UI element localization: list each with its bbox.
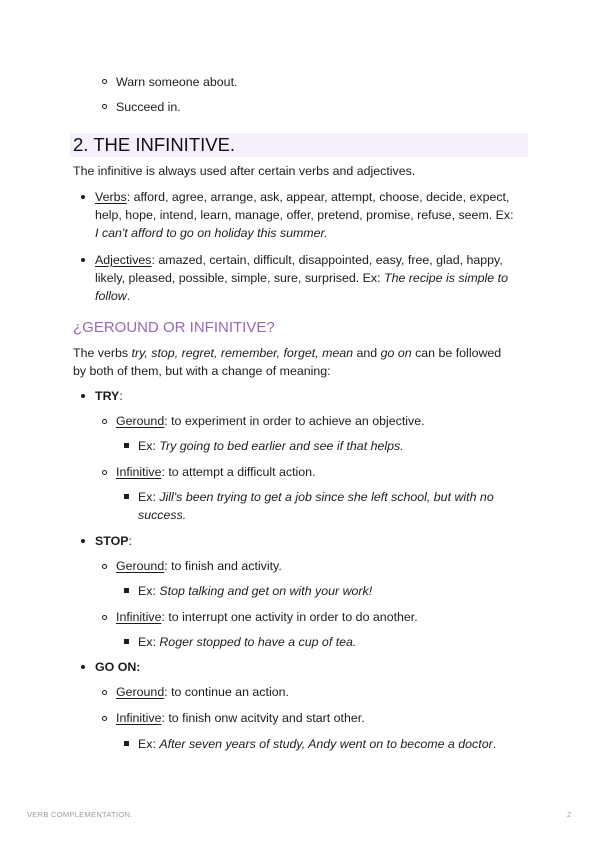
gi-intro-line-2: by both of them, but with a change of meaning: xyxy=(73,364,331,378)
verbs-line-2: help, hope, intend, learn, manage, offer, pretend, promise, refuse, seem. Ex: xyxy=(95,208,514,222)
verbs-label: Verbs xyxy=(95,190,127,204)
stop-gerund-example: Ex: Stop talking and get on with your work! xyxy=(138,584,373,598)
square-bullet-icon xyxy=(124,494,129,499)
adjectives-line-2: likely, pleased, possible, simple, sure, surprised. Ex: The recipe is simple to xyxy=(95,271,508,285)
section-heading: 2. THE INFINITIVE. xyxy=(73,134,236,155)
verbs-line-1: Verbs: afford, agree, arrange, ask, appear, attempt, choose, decide, expect, xyxy=(95,190,510,204)
subsection-heading: ¿GEROUND OR INFINITIVE? xyxy=(73,319,275,336)
adjectives-line-1: Adjectives: amazed, certain, difficult, disappointed, easy, free, glad, happy, xyxy=(95,253,503,267)
circle-bullet-icon xyxy=(102,690,107,695)
go-on-gerund: Geround: to continue an action. xyxy=(116,685,289,699)
intro-paragraph: The infinitive is always used after certain verbs and adjectives. xyxy=(73,164,416,178)
adjectives-line-3: follow. xyxy=(95,289,131,303)
try-infinitive: Infinitive: to attempt a difficult action. xyxy=(116,465,316,479)
disc-bullet-icon xyxy=(81,195,85,199)
disc-bullet-icon xyxy=(81,258,85,262)
circle-bullet-icon xyxy=(102,419,107,424)
try-infinitive-example-1: Ex: Jill's been trying to get a job since she left school, but with no xyxy=(138,490,494,504)
list-item: Warn someone about. xyxy=(116,75,238,89)
circle-bullet-icon xyxy=(102,615,107,620)
square-bullet-icon xyxy=(124,443,129,448)
circle-bullet-icon xyxy=(102,716,107,721)
try-gerund-example: Ex: Try going to bed earlier and see if that helps. xyxy=(138,439,404,453)
footer-title: VERB COMPLEMENTATION. xyxy=(27,810,133,819)
stop-infinitive: Infinitive: to interrupt one activity in order to do another. xyxy=(116,610,418,624)
list-item: Succeed in. xyxy=(116,100,181,114)
square-bullet-icon xyxy=(124,588,129,593)
go-on-infinitive: Infinitive: to finish onw acitvity and start other. xyxy=(116,711,365,725)
try-infinitive-example-2: success. xyxy=(138,508,187,522)
circle-bullet-icon xyxy=(102,564,107,569)
page-number: 2 xyxy=(567,810,572,819)
disc-bullet-icon xyxy=(81,394,85,398)
circle-bullet-icon xyxy=(102,470,107,475)
go-on-item: GO ON: xyxy=(95,660,141,674)
stop-item: STOP: xyxy=(95,534,132,548)
stop-infinitive-example: Ex: Roger stopped to have a cup of tea. xyxy=(138,635,357,649)
circle-bullet-icon xyxy=(102,79,107,84)
disc-bullet-icon xyxy=(81,665,85,669)
try-item: TRY: xyxy=(95,389,123,403)
square-bullet-icon xyxy=(124,741,129,746)
verbs-example: I can't afford to go on holiday this summer. xyxy=(95,226,328,240)
square-bullet-icon xyxy=(124,639,129,644)
circle-bullet-icon xyxy=(102,104,107,109)
disc-bullet-icon xyxy=(81,539,85,543)
adjectives-label: Adjectives xyxy=(95,253,152,267)
go-on-infinitive-example: Ex: After seven years of study, Andy went on to become a doctor. xyxy=(138,737,497,751)
gi-intro-line-1: The verbs try, stop, regret, remember, forget, mean and go on can be followed xyxy=(73,346,502,360)
stop-gerund: Geround: to finish and activity. xyxy=(116,559,282,573)
try-gerund: Geround: to experiment in order to achieve an objective. xyxy=(116,414,425,428)
